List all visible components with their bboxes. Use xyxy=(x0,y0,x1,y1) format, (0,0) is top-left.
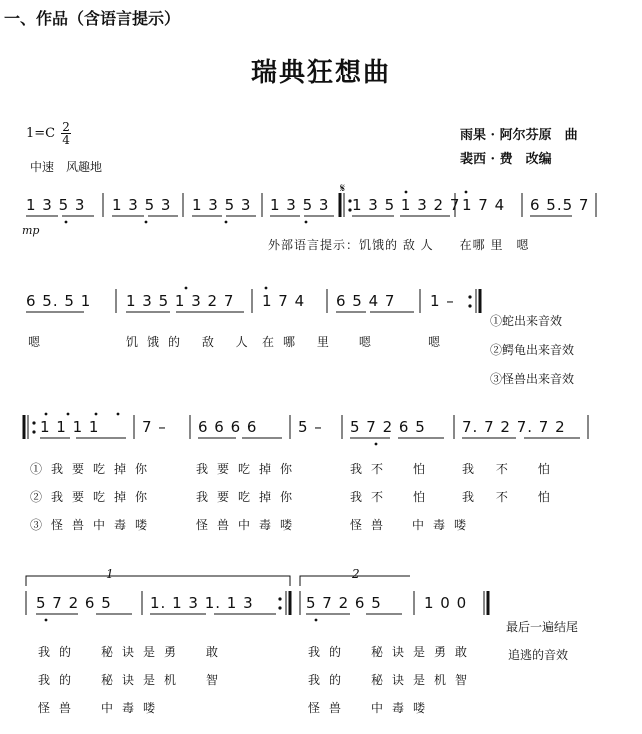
octave-dot xyxy=(95,413,98,416)
lyric: 在哪 里 嗯 xyxy=(262,335,380,349)
volta-one-label: 1 xyxy=(106,567,114,581)
sound-cue: ③怪兽出来音效 xyxy=(490,372,575,386)
octave-dot xyxy=(45,619,48,622)
measure: 1. 1 3 1. 1 3 xyxy=(150,594,254,612)
dynamics-marking: mp xyxy=(22,224,40,237)
measure: 1 0 0 xyxy=(424,594,468,612)
measure: 5 – xyxy=(298,418,323,436)
octave-dot xyxy=(375,443,378,446)
language-hint: 外部语言提示：饥饿的 敌 人 在哪 里 嗯 xyxy=(268,238,530,252)
lyric: 怪兽中毒喽 xyxy=(196,518,302,532)
measure: 1 7 4 xyxy=(462,196,506,214)
lyric: 怪兽 xyxy=(350,518,393,532)
lyric: 我的 秘诀是勇敢 xyxy=(308,645,477,659)
repeat-dot xyxy=(468,295,471,298)
arranger-credit: 裴西 · 费 改编 xyxy=(460,152,552,167)
volta-two-label: 2 xyxy=(352,567,360,581)
octave-dot xyxy=(145,221,148,224)
lyric: 中毒喽 xyxy=(412,518,476,532)
octave-dot xyxy=(67,413,70,416)
octave-dot xyxy=(265,287,268,290)
sound-cue: ①蛇出来音效 xyxy=(490,314,563,328)
measure: 5 7 2 6 5 xyxy=(350,418,426,436)
measure: 5 7 2 6 5 xyxy=(306,594,382,612)
time-numerator: 2 xyxy=(62,120,70,134)
volta-bracket-one xyxy=(26,576,290,586)
octave-dot xyxy=(117,413,120,416)
lyric: 我的 秘诀是勇 敢 xyxy=(38,645,228,659)
lyric: 我 不 怕 xyxy=(462,462,559,476)
lyric: 我的 秘诀是机 智 xyxy=(38,673,228,687)
composer-credit: 雨果 · 阿尔芬原 曲 xyxy=(460,128,578,143)
measure: 1 3 5 3 xyxy=(112,196,172,214)
key-label: 1=C xyxy=(26,126,56,141)
repeat-dot xyxy=(278,597,281,600)
lyric: ①我要吃掉你 xyxy=(30,462,157,476)
octave-dot xyxy=(465,191,468,194)
repeat-dot xyxy=(32,430,35,433)
lyric: 我要吃掉你 xyxy=(196,462,302,476)
tempo-marking: 中速 风趣地 xyxy=(30,160,103,174)
measure: 6 5.5 7 xyxy=(530,196,590,214)
measure: 1 3 5 1 3 2 7 xyxy=(126,292,235,310)
measure: 1 3 5 3 xyxy=(26,196,86,214)
sound-cue: ②鳄龟出来音效 xyxy=(490,343,575,357)
ending-note: 最后一遍结尾 xyxy=(506,620,579,634)
measure: 1 3 5 3 xyxy=(270,196,330,214)
measure: 7 – xyxy=(142,418,167,436)
octave-dot xyxy=(225,221,228,224)
lyric: 我不 怕 xyxy=(350,490,435,504)
lyric: ②我要吃掉你 xyxy=(30,490,157,504)
measure: 1 – xyxy=(430,292,455,310)
lyric: ③怪兽中毒喽 xyxy=(30,518,157,532)
lyric: 我的 秘诀是机智 xyxy=(308,673,477,687)
measure: 6 5. 5 1 xyxy=(26,292,92,310)
measure: 1 7 4 xyxy=(262,292,306,310)
repeat-dot xyxy=(348,208,351,211)
repeat-dot xyxy=(278,606,281,609)
measure: 1 1 1 1 xyxy=(40,418,100,436)
octave-dot xyxy=(305,221,308,224)
lyric: 嗯 xyxy=(428,335,450,349)
octave-dot xyxy=(315,619,318,622)
segno-sign: 𝄋 xyxy=(340,181,346,195)
section-heading: 一、作品（含语言提示） xyxy=(4,9,181,28)
ending-note: 追逃的音效 xyxy=(508,648,569,662)
lyric: 嗯 xyxy=(28,335,50,349)
lyric: 我 不 怕 xyxy=(462,490,559,504)
repeat-dot xyxy=(468,304,471,307)
repeat-dot xyxy=(32,421,35,424)
measure: 1 3 5 1 3 2 7 xyxy=(352,196,461,214)
lyric: 饥饿的 敌 人 xyxy=(126,335,257,349)
lyric: 我要吃掉你 xyxy=(196,490,302,504)
song-title: 瑞典狂想曲 xyxy=(250,58,391,88)
measure: 1 3 5 3 xyxy=(192,196,252,214)
time-denominator: 4 xyxy=(62,133,70,147)
volta-bracket-two xyxy=(300,576,410,586)
octave-dot xyxy=(45,413,48,416)
octave-dot xyxy=(405,191,408,194)
octave-dot xyxy=(185,287,188,290)
octave-dot xyxy=(65,221,68,224)
lyric: 怪兽 中毒喽 xyxy=(308,701,435,715)
measure: 7. 7 2 7. 7 2 xyxy=(462,418,566,436)
repeat-dot xyxy=(348,199,351,202)
lyric: 我不 怕 xyxy=(350,462,435,476)
measure: 6 6 6 6 xyxy=(198,418,258,436)
measure: 6 5 4 7 xyxy=(336,292,396,310)
lyric: 怪兽 中毒喽 xyxy=(38,701,165,715)
measure: 5 7 2 6 5 xyxy=(36,594,112,612)
